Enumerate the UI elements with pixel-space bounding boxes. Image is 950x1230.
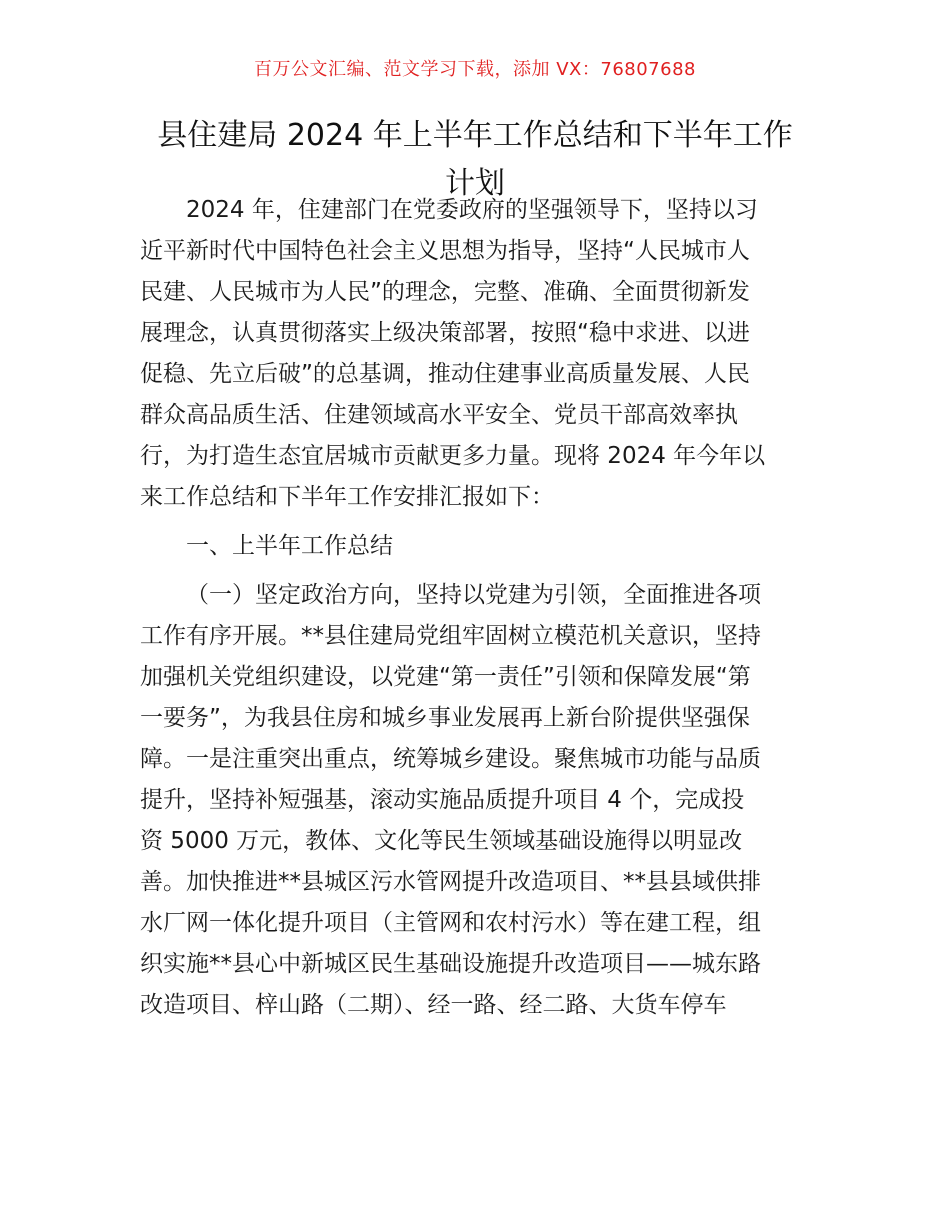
text-line: 加强机关党组织建设，以党建“第一责任”引领和保障发展“第 [140,664,751,690]
text-line: 来工作总结和下半年工作安排汇报如下： [140,484,554,510]
document-body [140,190,810,1026]
text-line: 促稳、先立后破”的总基调，推动住建事业高质量发展、人民 [140,361,750,387]
text-line: 水厂网一体化提升项目（主管网和农村污水）等在建工程，组 [140,910,761,936]
text-line: 展理念，认真贯彻落实上级决策部署，按照“稳中求进、以进 [140,320,750,346]
text-line: 障。一是注重突出重点，统筹城乡建设。聚焦城市功能与品质 [140,746,761,772]
paragraph-gap [140,567,810,575]
text-line: 提升，坚持补短强基，滚动实施品质提升项目 4 个，完成投 [140,787,745,813]
text-line: 善。加快推进**县城区污水管网提升改造项目、**县县域供排 [140,869,761,895]
paragraph-gap [140,518,810,526]
text-line: 资 5000 万元，教体、文化等民生领域基础设施得以明显改 [140,828,743,854]
text-line: （一）坚定政治方向，坚持以党建为引领，全面推进各项 [186,582,761,608]
text-line: 民建、人民城市为人民”的理念，完整、准确、全面贯彻新发 [140,279,750,305]
text-line: 群众高品质生活、住建领域高水平安全、党员干部高效率执 [140,402,738,428]
title-line-1: 县住建局 2024 年上半年工作总结和下半年工作 [157,118,793,153]
section1-paragraph [140,575,810,1026]
section-heading-text: 一、上半年工作总结 [186,533,393,559]
intro-paragraph [140,190,810,518]
title-line-2: 计划 [445,166,505,201]
text-line: 改造项目、梓山路（二期）、经一路、经二路、大货车停车 [140,992,727,1018]
text-line: 工作有序开展。**县住建局党组牢固树立模范机关意识，坚持 [140,623,761,649]
text-line: 2024 年，住建部门在党委政府的坚强领导下，坚持以习 [186,197,758,223]
text-line: 一要务”，为我县住房和城乡事业发展再上新台阶提供坚强保 [140,705,750,731]
text-line: 近平新时代中国特色社会主义思想为指导，坚持“人民城市人 [140,238,750,264]
section-heading [140,526,810,567]
header-promo-note: 百万公文汇编、范文学习下载，添加 VX：76807688 [254,59,696,80]
text-line: 织实施**县心中新城区民生基础设施提升改造项目——城东路 [140,951,761,977]
text-line: 行，为打造生态宜居城市贡献更多力量。现将 2024 年今年以 [140,443,766,469]
